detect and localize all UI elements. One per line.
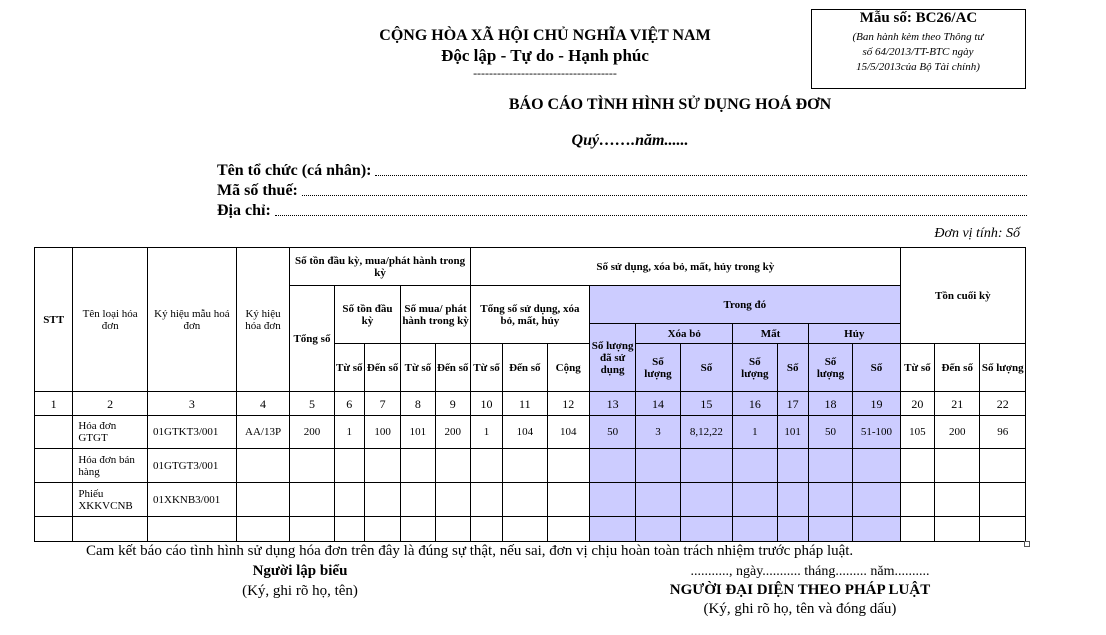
header-stt: STT [35,248,73,392]
cell-empty[interactable] [680,517,732,542]
org-name-label: Tên tổ chức (cá nhân): [217,162,372,179]
header-deleted-number: Số [680,344,732,392]
cell-empty[interactable] [808,483,852,517]
legal-rep-title: NGƯỜI ĐẠI DIỆN THEO PHÁP LUẬT [669,582,931,598]
column-number: 21 [935,392,980,416]
form-note-line: (Ban hành kèm theo Thông tư [852,31,984,43]
invoice-usage-table [34,247,1026,542]
tax-code-field[interactable] [217,182,1027,200]
cell-empty[interactable] [853,449,901,483]
table-row [35,517,1026,542]
cell-deleted-qty[interactable]: 3 [636,416,680,449]
cell-stt[interactable] [35,449,73,483]
cell-used-from[interactable]: 1 [470,416,502,449]
cell-empty[interactable] [980,517,1026,542]
cell-empty[interactable] [808,449,852,483]
cell-empty[interactable] [35,517,73,542]
legal-rep-note: (Ký, ghi rõ họ, tên và đóng dấu) [703,601,897,617]
creator-title: Người lập biểu [252,563,348,579]
tax-code-label: Mã số thuế: [217,182,298,199]
form-note-line: 15/5/2013của Bộ Tài chính) [856,61,980,73]
cell-empty[interactable] [401,483,435,517]
cell-empty[interactable] [900,449,934,483]
header-open-from: Từ số [334,344,364,392]
cell-deleted-number[interactable]: 8,12,22 [680,416,732,449]
cell-empty[interactable] [503,483,547,517]
header-open-stock: Số tồn đầu kỳ [334,286,401,344]
header-open-to: Đến số [364,344,400,392]
column-number: 3 [148,392,237,416]
header-usage-section: Số sử dụng, xóa bỏ, mất, hủy trong kỳ [470,248,900,286]
cell-empty[interactable] [853,517,901,542]
report-title: BÁO CÁO TÌNH HÌNH SỬ DỤNG HOÁ ĐƠN [508,96,832,113]
cell-empty[interactable] [547,483,589,517]
cell-template-code[interactable]: 01XKNB3/001 [148,483,237,517]
cell-empty[interactable] [636,517,680,542]
header-destroyed: Hủy [808,324,900,344]
header-lost: Mất [733,324,809,344]
header-lost-qty: Số lượng [733,344,777,392]
cell-empty[interactable] [777,483,808,517]
cell-empty[interactable] [334,449,364,483]
header-destroyed-qty: Số lượng [808,344,852,392]
cell-closing-qty[interactable]: 96 [980,416,1026,449]
cell-used-sum[interactable]: 104 [547,416,589,449]
header-deleted: Xóa bỏ [636,324,733,344]
cell-empty[interactable] [73,517,148,542]
header-used-qty: Số lượng đã sử dụng [589,324,635,392]
header-used-from: Từ số [470,344,502,392]
unit-label: Đơn vị tính: Số [934,226,1020,241]
column-number: 6 [334,392,364,416]
form-note-line: số 64/2013/TT-BTC ngày [862,46,974,58]
cell-empty[interactable] [733,449,777,483]
cell-used-to[interactable]: 104 [503,416,547,449]
cell-empty[interactable] [733,483,777,517]
column-number: 16 [733,392,777,416]
org-name-dots [375,174,1027,176]
cell-destroyed-qty[interactable]: 50 [808,416,852,449]
cell-invoice-symbol[interactable]: AA/13P [236,416,289,449]
cell-total[interactable]: 200 [290,416,334,449]
header-purchase-to: Đến số [435,344,470,392]
cell-empty[interactable] [364,483,400,517]
cell-empty[interactable] [547,449,589,483]
motto: Độc lập - Tự do - Hạnh phúc [441,46,649,65]
cell-empty[interactable] [236,517,289,542]
cell-empty[interactable] [636,449,680,483]
cell-empty[interactable] [364,517,400,542]
cell-empty[interactable] [470,517,502,542]
column-number: 20 [900,392,934,416]
cell-empty[interactable] [636,483,680,517]
cell-stt[interactable] [35,483,73,517]
cell-stt[interactable] [35,416,73,449]
column-number: 9 [435,392,470,416]
date-line: ..........., ngày........... tháng......... năm.......... [690,564,930,579]
cell-empty[interactable] [236,483,289,517]
cell-invoice-type[interactable]: Hóa đơn bán hàng [73,449,148,483]
cell-empty[interactable] [980,449,1026,483]
header-destroyed-number: Số [853,344,901,392]
cell-empty[interactable] [334,483,364,517]
column-number-row [35,392,1026,416]
resize-handle[interactable] [1024,541,1030,547]
column-number: 5 [290,392,334,416]
org-name-field[interactable] [217,162,1027,180]
header-purchased: Số mua/ phát hành trong kỳ [401,286,471,344]
table-row [35,416,1026,449]
cell-empty[interactable] [364,449,400,483]
cell-empty[interactable] [503,517,547,542]
cell-destroyed-number[interactable]: 51-100 [853,416,901,449]
cell-empty[interactable] [589,483,635,517]
cell-empty[interactable] [777,449,808,483]
header-opening-stock: Số tồn đầu kỳ, mua/phát hành trong kỳ [290,248,471,286]
cell-empty[interactable] [589,449,635,483]
cell-closing-to[interactable]: 200 [935,416,980,449]
cell-empty[interactable] [236,449,289,483]
cell-lost-qty[interactable]: 1 [733,416,777,449]
cell-purchase-to[interactable]: 200 [435,416,470,449]
cell-empty[interactable] [435,517,470,542]
column-number: 22 [980,392,1026,416]
column-number: 14 [636,392,680,416]
address-label: Địa chỉ: [217,202,271,219]
header-lost-number: Số [777,344,808,392]
cell-empty[interactable] [900,517,934,542]
cell-template-code[interactable]: 01GTKT3/001 [148,416,237,449]
column-number: 15 [680,392,732,416]
cell-empty[interactable] [290,483,334,517]
cell-closing-from[interactable]: 105 [900,416,934,449]
cell-empty[interactable] [935,449,980,483]
cell-empty[interactable] [435,449,470,483]
cell-invoice-type[interactable]: Hóa đơn GTGT [73,416,148,449]
cell-empty[interactable] [680,449,732,483]
table-row [35,449,1026,483]
cell-empty[interactable] [935,517,980,542]
column-number: 19 [853,392,901,416]
header-invoice-type: Tên loại hóa đơn [73,248,148,392]
motto-underline: ------------------------------------ [473,66,617,80]
header-purchase-from: Từ số [401,344,435,392]
column-number: 12 [547,392,589,416]
cell-empty[interactable] [401,449,435,483]
cell-open-from[interactable]: 1 [334,416,364,449]
column-number: 17 [777,392,808,416]
column-number: 7 [364,392,400,416]
cell-empty[interactable] [589,517,635,542]
address-field[interactable] [217,202,1027,220]
cell-empty[interactable] [935,483,980,517]
cell-empty[interactable] [290,449,334,483]
creator-note: (Ký, ghi rõ họ, tên) [242,583,358,599]
cell-empty[interactable] [980,483,1026,517]
cell-empty[interactable] [547,517,589,542]
cell-template-code[interactable]: 01GTGT3/001 [148,449,237,483]
column-number: 4 [236,392,289,416]
cell-empty[interactable] [853,483,901,517]
header-of-which: Trong đó [589,286,900,324]
cell-empty[interactable] [435,483,470,517]
column-number: 10 [470,392,502,416]
cell-open-to[interactable]: 100 [364,416,400,449]
header-closing-qty: Số lượng [980,344,1026,392]
cell-empty[interactable] [503,449,547,483]
header-deleted-qty: Số lượng [636,344,680,392]
cell-invoice-type[interactable]: Phiếu XKKVCNB [73,483,148,517]
cell-empty[interactable] [777,517,808,542]
tax-code-dots [302,194,1027,196]
header-template-code: Ký hiệu mẫu hoá đơn [148,248,237,392]
cell-empty[interactable] [680,483,732,517]
form-note [818,30,1018,75]
cell-empty[interactable] [900,483,934,517]
cell-used-qty[interactable]: 50 [589,416,635,449]
form-code: Mẫu số: BC26/AC [859,10,978,26]
cell-purchase-from[interactable]: 101 [401,416,435,449]
cell-empty[interactable] [808,517,852,542]
cell-empty[interactable] [470,449,502,483]
cell-empty[interactable] [290,517,334,542]
report-period: Quý…….năm...... [571,132,689,149]
column-number: 8 [401,392,435,416]
cell-empty[interactable] [733,517,777,542]
commitment-text: Cam kết báo cáo tình hình sử dụng hóa đơn trên đây là đúng sự thật, nếu sai, đơn vị chịu hoàn toàn trách nhiệm trước pháp luật. [86,543,854,559]
header-usage-total: Tổng số sử dụng, xóa bỏ, mất, hủy [470,286,589,344]
header-closing-to: Đến số [935,344,980,392]
cell-lost-number[interactable]: 101 [777,416,808,449]
header-invoice-symbol: Ký hiệu hóa đơn [236,248,289,392]
header-closing-stock: Tồn cuối kỳ [900,248,1025,344]
column-number: 11 [503,392,547,416]
header-used-to: Đến số [503,344,547,392]
column-number: 13 [589,392,635,416]
header-total: Tổng số [290,286,334,392]
cell-empty[interactable] [334,517,364,542]
cell-empty[interactable] [401,517,435,542]
nation-title: CỘNG HÒA XÃ HỘI CHỦ NGHĨA VIỆT NAM [379,27,711,44]
header-used-sum: Cộng [547,344,589,392]
column-number: 1 [35,392,73,416]
column-number: 2 [73,392,148,416]
column-number: 18 [808,392,852,416]
header-closing-from: Từ số [900,344,934,392]
cell-empty[interactable] [148,517,237,542]
cell-empty[interactable] [470,483,502,517]
address-dots [275,214,1027,216]
table-row [35,483,1026,517]
